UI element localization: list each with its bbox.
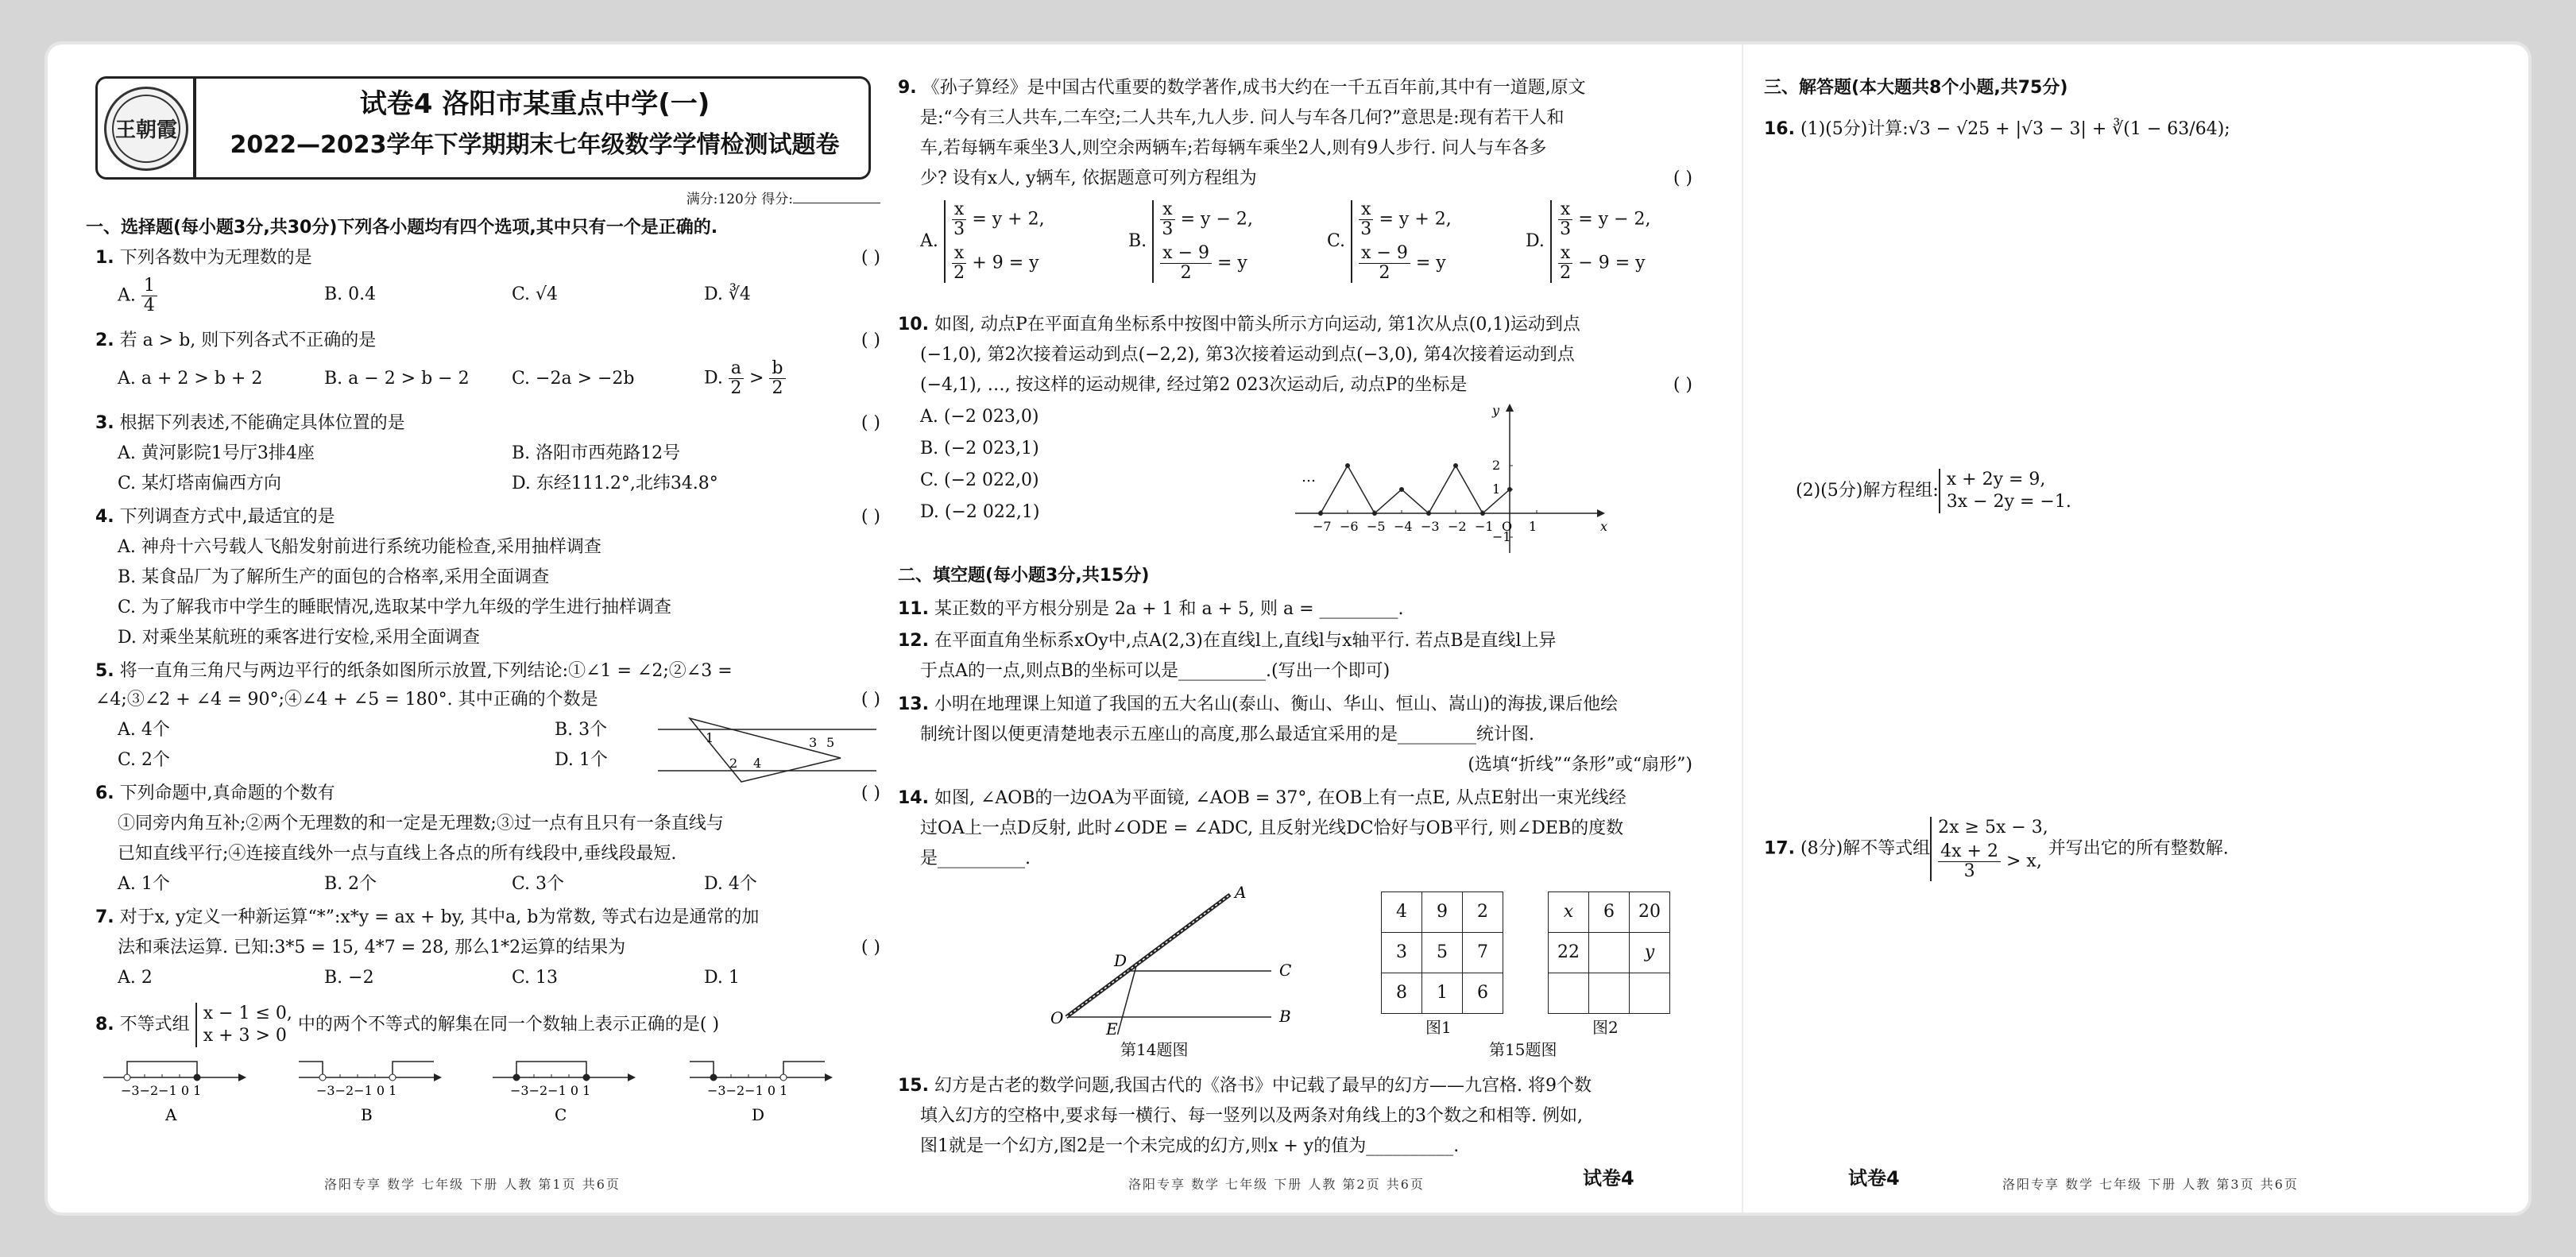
q8-number: 8. bbox=[95, 1015, 114, 1035]
q14-caption: 第14题图 bbox=[1120, 1040, 1189, 1059]
column-2 bbox=[898, 44, 1692, 1213]
q6-option-c[interactable]: C. 3个 bbox=[512, 874, 565, 894]
q15-line-2: 填入幻方的空格中,要求每一横行、每一竖列以及两条对角线上的3个数之和相等. 例如, bbox=[920, 1106, 1583, 1126]
q5-option-d[interactable]: D. 1个 bbox=[555, 750, 608, 770]
q13-number: 13. bbox=[898, 694, 929, 714]
question-13 bbox=[898, 691, 1618, 718]
q2-option-a[interactable]: A. a + 2 > b + 2 bbox=[118, 369, 263, 389]
q8-number-line-c[interactable] bbox=[493, 1046, 652, 1125]
q15-line-1: 幻方是古老的数学问题,我国古代的《洛书》中记载了最早的幻方——九宫格. 将9个数 bbox=[934, 1076, 1592, 1096]
q14-label-c: C bbox=[1279, 961, 1292, 980]
q8-post: 中的两个不等式的解集在同一个数轴上表示正确的是( ) bbox=[297, 1015, 720, 1035]
q10-point bbox=[1507, 487, 1512, 492]
q10-line-1: 如图, 动点P在平面直角坐标系中按图中箭头所示方向运动, 第1次从点(0,1)运动到点 bbox=[934, 315, 1580, 335]
q15-number: 15. bbox=[898, 1076, 929, 1096]
footer-page-1: 洛阳专享 数学 七年级 下册 人教 第1页 共6页 bbox=[324, 1177, 621, 1192]
q14-figure bbox=[1049, 884, 1303, 1035]
svg-text:−3−2−1 0 1: −3−2−1 0 1 bbox=[121, 1083, 202, 1098]
q9-answer-paren[interactable]: ( ) bbox=[1673, 168, 1692, 188]
q5-option-a[interactable]: A. 4个 bbox=[118, 720, 170, 740]
q15-fig2-cell: 22 bbox=[1549, 933, 1589, 973]
q4-option-a[interactable]: A. 神舟十六号载人飞船发射前进行系统功能检查,采用抽样调查 bbox=[118, 537, 601, 557]
q15-figure-2 bbox=[1548, 892, 1670, 1014]
q8-number-line-d[interactable] bbox=[690, 1046, 849, 1125]
q10-point bbox=[1345, 463, 1350, 468]
q5-stem-1: 将一直角三角尺与两边平行的纸条如图所示放置,下列结论:①∠1 = ∠2;②∠3 = bbox=[119, 661, 733, 681]
q9-line-4-row bbox=[920, 165, 1692, 192]
q8-option-label: A bbox=[165, 1105, 177, 1124]
question-12 bbox=[898, 628, 1557, 655]
q6-stem: 下列命题中,真命题的个数有 bbox=[119, 783, 335, 803]
q14-line-1: 如图, ∠AOB的一边OA为平面镜, ∠AOB = 37°, 在OB上有一点E, 从点E射出一束光线经 bbox=[934, 788, 1626, 808]
q15-caption-1: 图1 bbox=[1425, 1018, 1452, 1037]
question-7 bbox=[95, 904, 880, 931]
q15-fig1-cell: 9 bbox=[1422, 892, 1463, 933]
q7-line-2-row bbox=[118, 934, 880, 961]
header-divider bbox=[193, 79, 196, 177]
q15-fig1-cell: 4 bbox=[1382, 892, 1422, 933]
q6-line-1: ①同旁内角互补;②两个无理数的和一定是无理数;③过一点有且只有一条直线与 bbox=[118, 814, 724, 833]
q15-fig2-cell bbox=[1630, 973, 1670, 1014]
q10-tick-label: −2 bbox=[1448, 519, 1467, 534]
q9-line-1: 《孙子算经》是中国古代重要的数学著作,成书大约在一千五百年前,其中有一道题,原文 bbox=[922, 78, 1586, 98]
q15-line-3: 图1就是一个幻方,图2是一个未完成的幻方,则x + y的值为__________. bbox=[920, 1136, 1460, 1156]
q3-option-d[interactable]: D. 东经111.2°,北纬34.8° bbox=[512, 474, 718, 493]
section-1-heading: 一、选择题(每小题3分,共30分)下列各小题均有四个选项,其中只有一个是正确的. bbox=[86, 218, 718, 238]
q10-coordinate-figure bbox=[1279, 402, 1629, 561]
q3-stem: 根据下列表述,不能确定具体位置的是 bbox=[119, 413, 405, 433]
section-2-heading: 二、填空题(每小题3分,共15分) bbox=[898, 566, 1150, 586]
q15-caption-2: 图2 bbox=[1592, 1018, 1619, 1037]
q6-answer-paren[interactable]: ( ) bbox=[861, 783, 880, 803]
q10-option-d[interactable]: D. (−2 022,1) bbox=[920, 502, 1040, 522]
footer-tag-3: 试卷4 bbox=[1848, 1167, 1900, 1189]
q9-line-4: 少? 设有x人, y辆车, 依据题意可列方程组为 bbox=[920, 168, 1257, 188]
q1-option-c[interactable]: C. √4 bbox=[512, 284, 559, 304]
q1-option-d[interactable]: D. ∛4 bbox=[704, 284, 751, 304]
q10-tick-label: −5 bbox=[1367, 519, 1386, 534]
q14-line-3: 是__________. bbox=[920, 849, 1031, 868]
q16-part-2 bbox=[1796, 469, 2071, 513]
q10-option-a[interactable]: A. (−2 023,0) bbox=[920, 407, 1039, 427]
exam-title: 试卷4 洛阳市某重点中学(一) bbox=[359, 88, 710, 120]
q13-line-3: (选填“折线”“条形”或“扇形”) bbox=[1468, 755, 1692, 775]
q5-angle-5: 5 bbox=[826, 735, 835, 750]
question-15 bbox=[898, 1073, 1592, 1100]
q13-line-2: 制统计图以便更清楚地表示五座山的高度,那么最适宜采用的是_________统计图. bbox=[920, 725, 1534, 745]
question-8 bbox=[95, 1003, 880, 1047]
q14-number: 14. bbox=[898, 788, 929, 808]
footer-page-3: 洛阳专享 数学 七年级 下册 人教 第3页 共6页 bbox=[2002, 1177, 2299, 1192]
q10-path bbox=[1321, 466, 1510, 513]
q2-option-c[interactable]: C. −2a > −2b bbox=[512, 369, 635, 389]
q4-option-d[interactable]: D. 对乘坐某航班的乘客进行安检,采用全面调查 bbox=[118, 628, 480, 648]
score-line: 满分:120分 得分: bbox=[687, 186, 880, 213]
q3-option-c[interactable]: C. 某灯塔南偏西方向 bbox=[118, 474, 282, 493]
q3-number: 3. bbox=[95, 413, 114, 433]
q7-option-c[interactable]: C. 13 bbox=[512, 968, 559, 988]
q15-fig2-cell: 20 bbox=[1630, 892, 1670, 933]
header-box bbox=[95, 76, 871, 180]
q6-line-2: 已知直线平行;④连接直线外一点与直线上各点的所有线段中,垂线段最短. bbox=[118, 844, 677, 864]
q1-stem: 下列各数中为无理数的是 bbox=[119, 248, 312, 268]
q5-figure bbox=[658, 712, 880, 783]
q12-line-2: 于点A的一点,则点B的坐标可以是__________.(写出一个即可) bbox=[920, 661, 1390, 681]
q15-fig1-cell: 3 bbox=[1382, 933, 1422, 973]
svg-text:王朝霞: 王朝霞 bbox=[114, 118, 178, 142]
q9-line-2: 是:“今有三人共车,二车空;二人共车,九人步. 问人与车各几何?”意思是:现有若干人和 bbox=[920, 108, 1565, 128]
q15-fig2-cell bbox=[1589, 973, 1630, 1014]
q8-number-line-b[interactable] bbox=[299, 1046, 458, 1125]
q10-x-label: x bbox=[1600, 519, 1608, 534]
q15-fig2-cell bbox=[1549, 973, 1589, 1014]
q10-line-3: (−4,1), …, 按这样的运动规律, 经过第2 023次运动后, 动点P的坐标是 bbox=[920, 375, 1468, 395]
q6-option-a[interactable]: A. 1个 bbox=[118, 874, 170, 894]
q8-system: x − 1 ≤ 0, x + 3 > 0 bbox=[195, 1003, 292, 1047]
q14-label-a: A bbox=[1235, 884, 1247, 902]
q8-option-label: D bbox=[752, 1105, 765, 1124]
q9-line-3: 车,若每辆车乘坐3人,则空余两辆车;若每辆车乘坐2人,则有9人步行. 问人与车各多 bbox=[920, 138, 1547, 158]
q4-number: 4. bbox=[95, 507, 114, 527]
q14-label-o: O bbox=[1050, 1008, 1064, 1027]
q9-option-a[interactable]: A. $\frac{x}{3}$ = y + 2, $\frac{x}{2}$ + 9 = y bbox=[920, 199, 1045, 283]
exam-page bbox=[48, 44, 2528, 1213]
question-5 bbox=[95, 658, 880, 685]
q9-number: 9. bbox=[898, 78, 917, 98]
q6-option-b[interactable]: B. 2个 bbox=[324, 874, 377, 894]
column-1 bbox=[86, 44, 880, 1213]
q5-option-c[interactable]: C. 2个 bbox=[118, 750, 171, 770]
logo-seal bbox=[104, 87, 188, 171]
q10-option-b[interactable]: B. (−2 023,1) bbox=[920, 439, 1039, 458]
q17-number: 17. bbox=[1764, 838, 1795, 859]
q15-fig1-cell: 1 bbox=[1422, 973, 1463, 1014]
q14-label-b: B bbox=[1279, 1007, 1291, 1026]
question-3 bbox=[95, 410, 880, 437]
q5-option-b[interactable]: B. 3个 bbox=[555, 720, 608, 740]
q15-fig2-cell: y bbox=[1630, 933, 1670, 973]
q1-a-fraction: $\frac{1}{4}$ bbox=[141, 277, 157, 315]
q8-option-label: B bbox=[361, 1105, 373, 1124]
q15-fig2-cell: 6 bbox=[1589, 892, 1630, 933]
q15-figure-1 bbox=[1381, 892, 1503, 1014]
question-11 bbox=[898, 596, 1404, 623]
q10-point bbox=[1399, 487, 1404, 492]
q13-line-1: 小明在地理课上知道了我国的五大名山(泰山、衡山、华山、恒山、嵩山)的海拔,课后他绘 bbox=[934, 694, 1619, 714]
q15-fig2-cell bbox=[1589, 933, 1630, 973]
q17-system: 2x ≥ 5x − 3, $\frac{4x + 2}{3}$ > x, bbox=[1930, 817, 2048, 881]
q15-fig1-cell: 2 bbox=[1463, 892, 1503, 933]
q10-point bbox=[1480, 511, 1485, 516]
q15-caption: 第15题图 bbox=[1489, 1040, 1557, 1059]
question-14 bbox=[898, 785, 1626, 812]
q11-text: 某正数的平方根分别是 2a + 1 和 a + 5, 则 a = _________. bbox=[934, 599, 1404, 619]
q16-part-2-label: (2)(5分)解方程组: bbox=[1796, 481, 1939, 501]
q14-label-d: D bbox=[1114, 951, 1127, 970]
q10-option-c[interactable]: C. (−2 022,0) bbox=[920, 470, 1039, 490]
column-3 bbox=[1764, 44, 2511, 1213]
logo-icon bbox=[106, 89, 186, 168]
q7-option-a[interactable]: A. 2 bbox=[118, 968, 153, 988]
q11-number: 11. bbox=[898, 599, 929, 619]
q7-answer-paren[interactable]: ( ) bbox=[861, 938, 880, 957]
q10-answer-paren[interactable]: ( ) bbox=[1673, 375, 1692, 395]
q5-stem-2: ∠4;③∠2 + ∠4 = 90°;④∠4 + ∠5 = 180°. 其中正确的个数是 bbox=[95, 690, 598, 710]
q5-angle-1: 1 bbox=[706, 730, 714, 745]
q1-option-b[interactable]: B. 0.4 bbox=[324, 284, 377, 304]
q9-option-b[interactable]: B. $\frac{x}{3}$ = y − 2, $\frac{x - 9}{2}$ = y bbox=[1128, 199, 1253, 283]
q5-angle-4: 4 bbox=[753, 756, 762, 771]
footer-tag-2: 试卷4 bbox=[1583, 1167, 1634, 1189]
q2-option-b[interactable]: B. a − 2 > b − 2 bbox=[324, 369, 470, 389]
q14-mirror-hatch bbox=[1066, 895, 1230, 1017]
q5-answer-paren[interactable]: ( ) bbox=[861, 690, 880, 710]
q5-triangle bbox=[690, 718, 841, 782]
q16-part-1-expression: √3 − √25 + |√3 − 3| + ∛(1 − 63/64); bbox=[1908, 119, 2230, 139]
q7-number: 7. bbox=[95, 907, 114, 927]
q10-y-label: y bbox=[1492, 403, 1500, 418]
question-16 bbox=[1764, 116, 2230, 143]
q1-answer-paren[interactable]: ( ) bbox=[861, 248, 880, 268]
q3-option-b[interactable]: B. 洛阳市西苑路12号 bbox=[512, 443, 681, 463]
q4-stem: 下列调查方式中,最适宜的是 bbox=[119, 507, 335, 527]
svg-text:−3−2−1 0 1: −3−2−1 0 1 bbox=[707, 1083, 788, 1098]
q10-line-3-row bbox=[920, 372, 1692, 399]
svg-text:−3−2−1 0 1: −3−2−1 0 1 bbox=[316, 1083, 397, 1098]
q10-tick-label: −3 bbox=[1421, 519, 1440, 534]
q10-point bbox=[1372, 511, 1377, 516]
q3-option-a[interactable]: A. 黄河影院1号厅3排4座 bbox=[118, 443, 315, 463]
q10-ellipsis: … bbox=[1302, 469, 1316, 485]
q15-fig1-cell: 6 bbox=[1463, 973, 1503, 1014]
q1-option-a[interactable]: A. $\frac{1}{4}$ bbox=[118, 277, 157, 315]
q3-answer-paren[interactable]: ( ) bbox=[861, 413, 880, 433]
q6-number: 6. bbox=[95, 783, 114, 803]
svg-text:−3−2−1 0 1: −3−2−1 0 1 bbox=[510, 1083, 591, 1098]
q15-fig1-cell: 5 bbox=[1422, 933, 1463, 973]
q2-number: 2. bbox=[95, 331, 114, 350]
q10-point bbox=[1318, 511, 1323, 516]
q17-post: 并写出它的所有整数解. bbox=[2048, 838, 2229, 859]
q15-fig1-cell: 7 bbox=[1463, 933, 1503, 973]
q9-option-d[interactable]: D. $\frac{x}{3}$ = y − 2, $\frac{x}{2}$ − 9 = y bbox=[1526, 199, 1651, 283]
q5-line-2 bbox=[95, 687, 880, 714]
q1-number: 1. bbox=[95, 248, 114, 268]
q7-option-d[interactable]: D. 1 bbox=[704, 968, 740, 988]
q8-option-label: C bbox=[555, 1105, 567, 1124]
question-2 bbox=[95, 327, 880, 354]
q5-angle-3: 3 bbox=[809, 735, 818, 750]
q5-number: 5. bbox=[95, 661, 114, 681]
q10-tick-label: 1 bbox=[1529, 519, 1537, 534]
q10-y-tick-label: 1 bbox=[1492, 482, 1501, 497]
q9-option-c[interactable]: C. $\frac{x}{3}$ = y + 2, $\frac{x - 9}{2}$ = y bbox=[1327, 199, 1452, 283]
q7-line-2: 法和乘法运算. 已知:3*5 = 15, 4*7 = 28, 那么1*2运算的结果为 bbox=[118, 938, 626, 957]
question-6 bbox=[95, 780, 880, 807]
question-1 bbox=[95, 245, 880, 272]
q10-number: 10. bbox=[898, 315, 929, 335]
q15-fig1-cell: 8 bbox=[1382, 973, 1422, 1014]
question-10 bbox=[898, 311, 1580, 338]
question-17 bbox=[1764, 817, 2229, 881]
q10-tick-label: −1 bbox=[1475, 519, 1494, 534]
q10-y-tick-label: 2 bbox=[1492, 458, 1501, 473]
question-4 bbox=[95, 504, 880, 531]
page-fold bbox=[1742, 44, 1743, 1213]
q10-tick-label: −6 bbox=[1340, 519, 1359, 534]
q8-number-line-a[interactable] bbox=[103, 1046, 262, 1125]
exam-subtitle: 2022—2023学年下学期期末七年级数学学情检测试题卷 bbox=[230, 131, 840, 159]
q14-line-2: 过OA上一点D反射, 此时∠ODE = ∠ADC, 且反射光线DC恰好与OB平行, 则∠DEB的度数 bbox=[920, 818, 1624, 838]
q7-line-1: 对于x, y定义一种新运算“*”:x*y = ax + by, 其中a, b为常数, 等式右边是通常的加 bbox=[119, 907, 760, 927]
q5-angle-2: 2 bbox=[729, 756, 738, 771]
q4-option-c[interactable]: C. 为了解我市中学生的睡眠情况,选取某中学九年级的学生进行抽样调查 bbox=[118, 598, 672, 617]
q10-y-tick-label: −1 bbox=[1492, 529, 1511, 544]
q17-label: (8分)解不等式组 bbox=[1800, 838, 1931, 859]
q7-option-b[interactable]: B. −2 bbox=[324, 968, 374, 988]
q16-system: x + 2y = 9, 3x − 2y = −1. bbox=[1939, 469, 2071, 513]
q16-number: 16. bbox=[1764, 119, 1795, 139]
q8-pre: 不等式组 bbox=[119, 1015, 190, 1035]
q12-number: 12. bbox=[898, 631, 929, 651]
q10-point bbox=[1453, 463, 1458, 468]
section-3-heading: 三、解答题(本大题共8个小题,共75分) bbox=[1764, 78, 2068, 98]
q2-answer-paren[interactable]: ( ) bbox=[861, 331, 880, 350]
q10-line-2: (−1,0), 第2次接着运动到点(−2,2), 第3次接着运动到点(−3,0), 第4次接着运动到点 bbox=[920, 345, 1575, 365]
q12-line-1: 在平面直角坐标系xOy中,点A(2,3)在直线l上,直线l与x轴平行. 若点B是直线l上异 bbox=[934, 631, 1557, 651]
q15-fig2-cell: x bbox=[1549, 892, 1589, 933]
q4-answer-paren[interactable]: ( ) bbox=[861, 507, 880, 527]
q14-label-e: E bbox=[1106, 1019, 1118, 1035]
q6-option-d[interactable]: D. 4个 bbox=[704, 874, 757, 894]
q10-tick-label: −4 bbox=[1394, 519, 1413, 534]
q2-option-d[interactable]: D. $\frac{a}{2}$ > $\frac{b}{2}$ bbox=[704, 359, 786, 398]
footer-page-2: 洛阳专享 数学 七年级 下册 人教 第2页 共6页 bbox=[1128, 1177, 1425, 1192]
q10-tick-label: −7 bbox=[1313, 519, 1332, 534]
q2-stem: 若 a > b, 则下列各式不正确的是 bbox=[119, 331, 377, 350]
question-9 bbox=[898, 75, 1586, 102]
q16-part-1-label: (1)(5分)计算: bbox=[1800, 119, 1909, 139]
q10-point bbox=[1426, 511, 1431, 516]
q4-option-b[interactable]: B. 某食品厂为了解所生产的面包的合格率,采用全面调查 bbox=[118, 567, 550, 587]
q10-tick-label: O bbox=[1502, 519, 1513, 534]
